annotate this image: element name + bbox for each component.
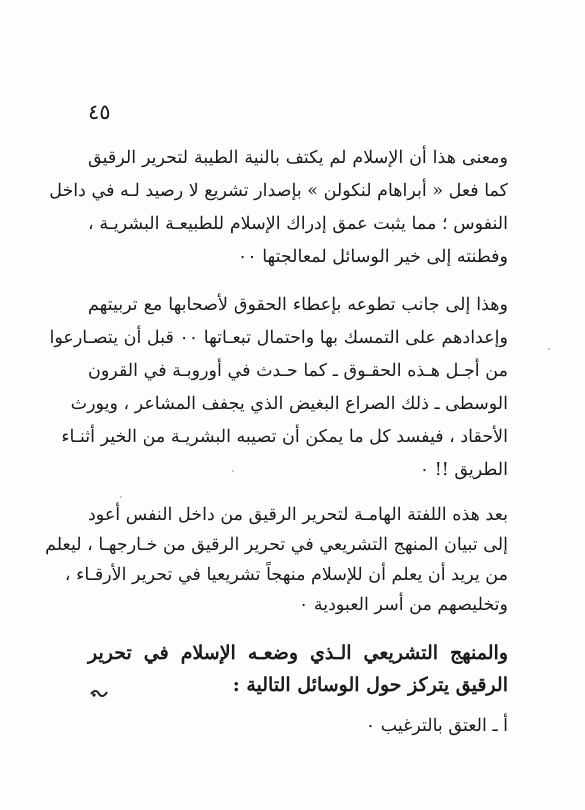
paragraph-2 xyxy=(49,289,508,487)
paragraph-line: النفوس ؛ مما يثبت عمق إدراك الإسلام للطبيعـة البشريـة ، xyxy=(88,214,508,234)
scan-speck xyxy=(548,348,550,350)
paragraph-line: وهذا إلى جانب تطوعه بإعطاء الحقوق لأصحابها مع تربيتهم xyxy=(88,295,508,315)
paragraph-line: من أجـل هـذه الحقـوق ـ كما حـدث في أوروبـة في القرون xyxy=(88,361,508,381)
paragraph-line: بعد هذه اللفتة الهامـة لتحرير الرقيق من داخل النفس أعود xyxy=(88,505,508,525)
list-item: أ ـ العتق بالترغيب ٠ xyxy=(365,716,508,736)
paragraph-line: وإعدادهم على التمسك بها واحتمال تبعـاتها ٠٠ قبل أن يتصـارعوا xyxy=(49,328,508,348)
page-number: ٤٥ xyxy=(88,100,111,124)
paragraph-line: وفطنته إلى خير الوسائل لمعالجتها ٠٠ xyxy=(237,247,508,267)
paragraph-line: الطريق !! ٠ xyxy=(419,460,508,480)
paragraph-line: الوسطى ـ ذلك الصراع البغيض الذي يجفف المشاعر ، ويورث xyxy=(70,394,508,414)
paragraph-line: من يريد أن يعلم أن للإسلام منهجاً تشريعيا في تحرير الأرقـاء ، xyxy=(64,565,508,585)
paragraph-line: وتخليصهم من أسر العبودية ٠ xyxy=(298,595,508,615)
paragraph-line: كما فعل « أبراهام لنكولن » بإصدار تشريع لا رصيد لـه في داخل xyxy=(49,181,508,201)
section-heading xyxy=(88,637,508,701)
heading-line: الرقيق يتركز حول الوسائل التالية : xyxy=(232,674,508,696)
paragraph-line: إلى تبيان المنهج التشريعي في تحرير الرقيق من خـارجهـا ، ليعلم xyxy=(45,535,508,555)
paragraph-1 xyxy=(49,142,508,274)
scan-speck xyxy=(120,496,122,498)
paragraph-3 xyxy=(45,500,508,620)
paragraph-line: الأحقاد ، فيفسد كل ما يمكن أن تصيبه البشريـة من الخير أثنـاء xyxy=(61,427,508,447)
ornament-mark xyxy=(90,688,108,698)
heading-line: والمنهج التشريعي الـذي وضعـه الإسلام في تحرير xyxy=(88,642,508,664)
paragraph-line: ومعنى هذا أن الإسلام لم يكتف بالنية الطيبة لتحرير الرقيق xyxy=(88,148,508,168)
scan-speck xyxy=(232,470,234,472)
